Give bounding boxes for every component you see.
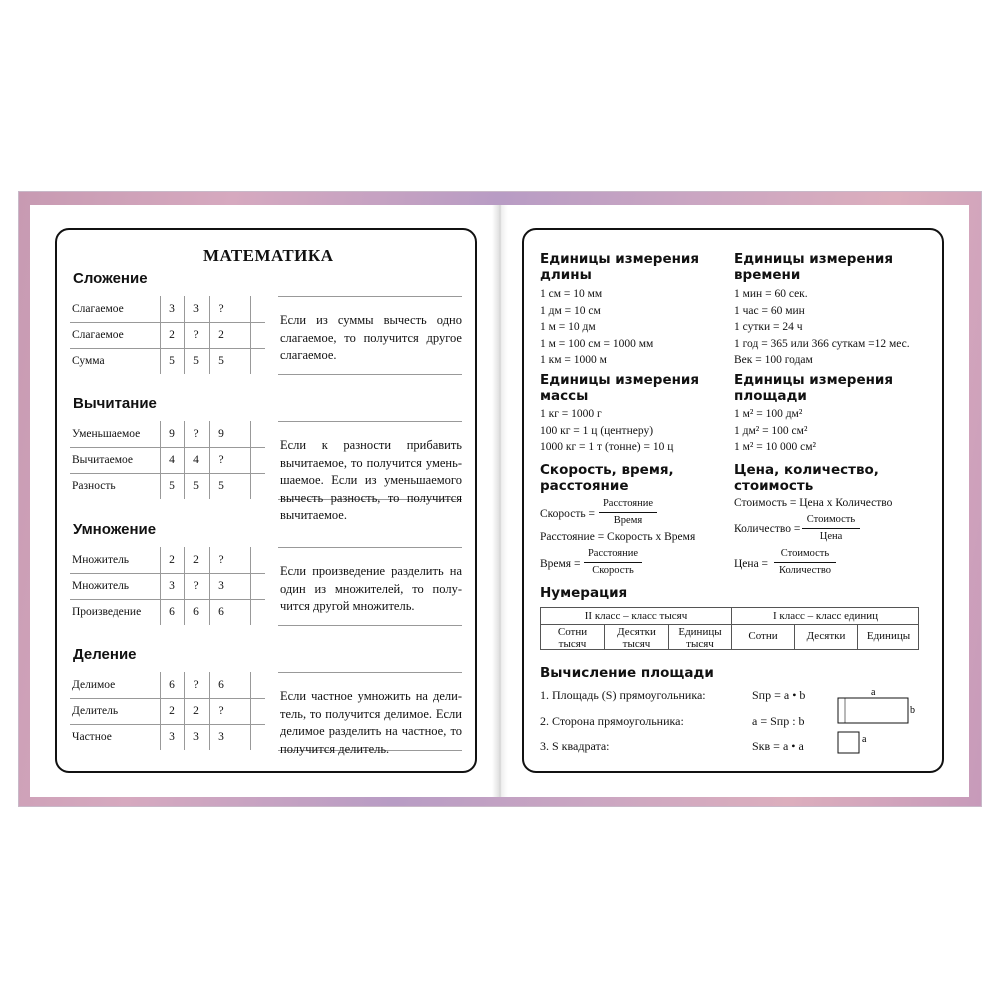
section-title: Сложение — [73, 270, 148, 287]
square-side-a: a — [862, 734, 867, 745]
column-label: Сотни — [748, 630, 778, 642]
area-row-formula: Sпр = a • b — [752, 688, 806, 702]
column-label: Десятки — [617, 626, 656, 638]
grid-cell: 3 — [218, 580, 224, 592]
class-thousands: II класс – класс тысяч — [584, 610, 688, 622]
grid-cell: 2 — [218, 329, 224, 341]
rect-side-b: b — [910, 705, 915, 716]
time-lhs: Время = — [540, 558, 581, 570]
grid-cell: ? — [193, 428, 199, 440]
list-item: 1 м² = 100 дм² — [734, 408, 803, 420]
time-denominator: Скорость — [592, 565, 634, 576]
grid-cell: 6 — [169, 606, 175, 618]
grid-cell: ? — [218, 303, 224, 315]
grid-cell: 9 — [218, 428, 224, 440]
list-item: 1000 кг = 1 т (тонне) = 10 ц — [540, 441, 674, 453]
area-row-label: 3. S квадрата: — [540, 739, 610, 753]
section-title: Умножение — [73, 521, 157, 538]
speed-title: Скорость, время, расстояние — [540, 462, 674, 494]
grid-cell: 5 — [193, 480, 199, 492]
list-item: 1 час = 60 мин — [734, 304, 805, 317]
speed-numerator: Расстояние — [602, 498, 654, 509]
column-sublabel: тысяч — [622, 638, 651, 650]
qty-denominator: Цена — [819, 531, 843, 542]
column-label: Единицы — [678, 626, 722, 638]
grid-cell: 6 — [218, 679, 224, 691]
rectangle-shape — [838, 698, 908, 723]
page-title: МАТЕМАТИКА — [203, 246, 334, 265]
grid-cell: ? — [193, 580, 199, 592]
list-item: 1 м² = 10 000 см² — [734, 441, 816, 453]
class-units: I класс – класс единиц — [772, 610, 878, 622]
list-item: 1 мин = 60 сек. — [734, 288, 808, 300]
grid-cell: ? — [218, 554, 224, 566]
grid-row-label: Разность — [72, 480, 116, 492]
list-item: 1 км = 1000 м — [540, 354, 607, 366]
grid-row-label: Слагаемое — [72, 303, 124, 315]
list-item: 1 сутки = 24 ч — [734, 321, 803, 333]
price-lhs: Цена = — [734, 558, 769, 570]
grid-cell: 3 — [169, 303, 175, 315]
numeration-title: Нумерация — [540, 585, 628, 601]
grid-cell: 5 — [193, 355, 199, 367]
rule-text: Если частное умножить на делитель, то получится делимое. Если делимое разделить на частное, то получится делитель. — [280, 689, 462, 756]
list-item: 1 год = 365 или 366 суткам =12 мес. — [734, 337, 910, 350]
grid-cell: 3 — [193, 303, 199, 315]
column-sublabel: тысяч — [686, 638, 714, 650]
speed-denominator: Время — [613, 515, 643, 526]
grid-cell: 6 — [169, 679, 175, 691]
list-item: 1 кг = 1000 г — [540, 408, 602, 420]
rule-text: Если произведение разделить на один из множителей, то получится другой множитель. — [280, 564, 462, 613]
qty-numerator: Стоимость — [806, 514, 856, 525]
grid-row-label: Слагаемое — [72, 329, 124, 341]
area-row-label: 2. Сторона прямоугольника: — [540, 714, 684, 728]
grid-cell: 2 — [169, 329, 175, 341]
section-title: Деление — [73, 646, 137, 663]
grid-cell: 2 — [169, 705, 175, 717]
list-item: 1 м = 10 дм — [540, 321, 596, 333]
grid-cell: ? — [193, 329, 199, 341]
grid-row-label: Множитель — [72, 580, 130, 592]
grid-row-label: Частное — [72, 731, 112, 743]
list-item: Век = 100 годам — [734, 354, 813, 366]
grid-row-label: Делитель — [72, 705, 119, 717]
grid-cell: 3 — [218, 731, 224, 743]
grid-row-label: Делимое — [72, 679, 116, 691]
grid-cell: 2 — [193, 705, 199, 717]
time-numerator: Расстояние — [587, 548, 639, 559]
column-label: Единицы — [866, 630, 911, 642]
grid-cell: 2 — [193, 554, 199, 566]
price-denominator: Количество — [778, 565, 832, 576]
grid-cell: 3 — [193, 731, 199, 743]
area-calc-title: Вычисление площади — [540, 665, 714, 681]
area-row-label: 1. Площадь (S) прямоугольника: — [540, 688, 706, 702]
grid-row-label: Множитель — [72, 554, 130, 566]
list-item: 1 дм = 10 см — [540, 304, 601, 317]
area-row-formula: a = Sпр : b — [752, 714, 805, 728]
rect-side-a: a — [871, 687, 876, 698]
price-numerator: Стоимость — [780, 548, 830, 559]
grid-cell: ? — [193, 679, 199, 691]
list-item: 1 м = 100 см = 1000 мм — [540, 337, 654, 350]
rule-text: Если из суммы вычесть одно слагаемое, то получится другое слагаемое. — [280, 313, 462, 362]
rule-text: Если к разности прибавить вычитаемое, то получится уменьшаемое. Если из уменьшаемого вычесть разность, то получится вычитаемое. — [280, 438, 462, 522]
time-title: Единицы измерения времени — [734, 251, 894, 283]
price-title: Цена, количество, стоимость — [734, 462, 879, 494]
column-label: Сотни — [557, 626, 588, 638]
distance-formula: Расстояние = Скорость х Время — [540, 531, 696, 543]
grid-cell: 3 — [169, 580, 175, 592]
column-sublabel: тысяч — [558, 638, 587, 650]
grid-cell: 5 — [169, 355, 175, 367]
section-title: Вычитание — [73, 395, 157, 412]
grid-cell: 4 — [193, 454, 199, 466]
grid-row-label: Уменьшаемое — [72, 428, 141, 440]
grid-cell: 4 — [169, 454, 175, 466]
grid-cell: ? — [218, 705, 224, 717]
column-label: Десятки — [806, 630, 846, 642]
area-row-formula: Sкв = a • a — [752, 739, 804, 753]
grid-cell: ? — [218, 454, 224, 466]
grid-cell: 5 — [169, 480, 175, 492]
grid-row-label: Произведение — [72, 606, 142, 618]
cost-formula: Стоимость = Цена х Количество — [734, 497, 893, 509]
grid-cell: 6 — [193, 606, 199, 618]
list-item: 100 кг = 1 ц (центнеру) — [540, 424, 654, 437]
qty-lhs: Количество = — [734, 523, 801, 535]
area-units-title: Единицы измерения площади — [734, 372, 894, 404]
grid-cell: 5 — [218, 355, 224, 367]
list-item: 1 дм² = 100 см² — [734, 424, 808, 437]
speed-lhs: Скорость = — [540, 508, 595, 520]
grid-cell: 2 — [169, 554, 175, 566]
grid-row-label: Вычитаемое — [72, 454, 133, 466]
list-item: 1 см = 10 мм — [540, 288, 603, 300]
grid-row-label: Сумма — [72, 355, 105, 367]
length-title: Единицы измерения длины — [540, 251, 700, 283]
grid-cell: 5 — [218, 480, 224, 492]
mass-title: Единицы измерения массы — [540, 372, 700, 404]
grid-cell: 9 — [169, 428, 175, 440]
grid-cell: 6 — [218, 606, 224, 618]
grid-cell: 3 — [169, 731, 175, 743]
square-shape — [838, 732, 859, 753]
